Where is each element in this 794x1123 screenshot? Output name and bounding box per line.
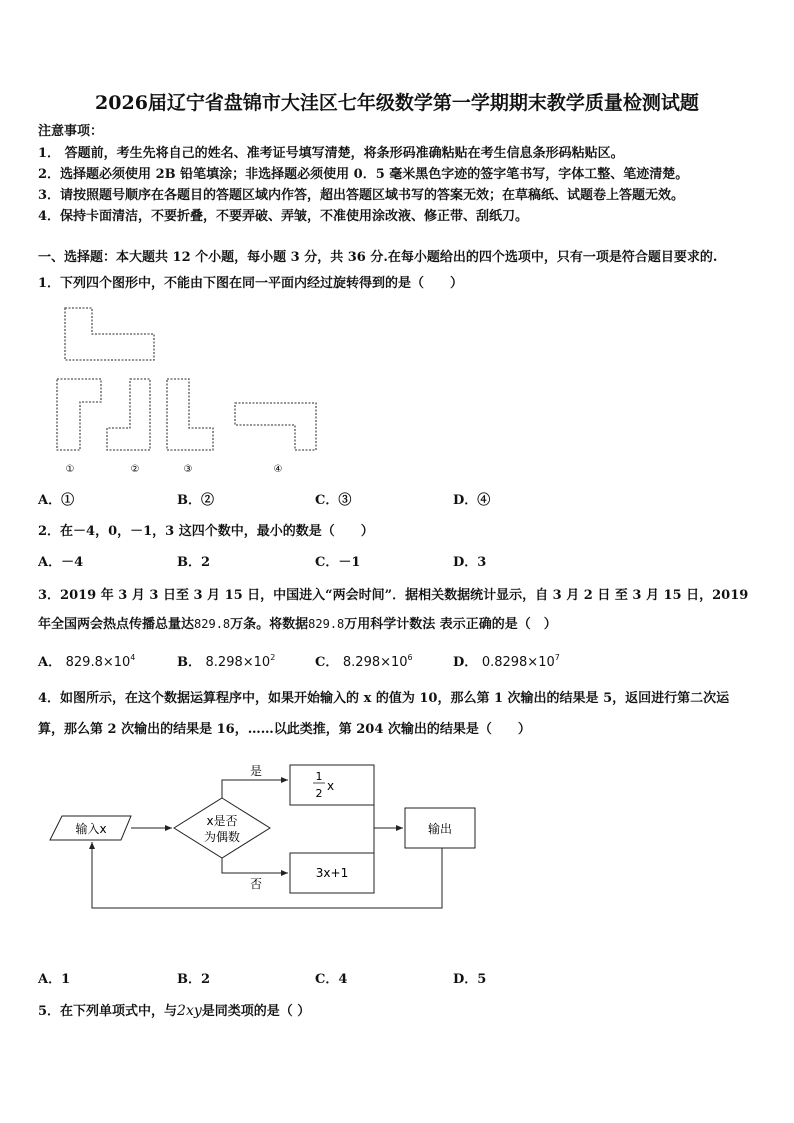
notice-item-2: 2．选择题必须使用 2B 铅笔填涂；非选择题必须使用 0．5 毫米黑色字迹的签字笔书写，字体工整、笔迹清楚。: [38, 167, 689, 182]
half-numerator: 1: [315, 770, 323, 783]
notice-item-3: 3．请按照题号顺序在各题目的答题区域内作答，超出答题区域书写的答案无效；在草稿纸、试题卷上答题无效。: [38, 188, 685, 203]
q3-option-d: D． $0.8298\times 10^7$: [453, 653, 560, 670]
q3-number-2: 829.8: [308, 617, 345, 631]
question-4-line-1: 4．如图所示，在这个数据运算程序中，如果开始输入的 x 的值为 10，那么第 1 次输出的结果是 5，返回进行第二次运: [38, 691, 730, 706]
q1-option-c: C．③: [315, 493, 352, 508]
figure-3-shape: [167, 379, 213, 450]
figure-label-4: ④: [273, 464, 283, 475]
q3-option-a: A． $829.8\times 10^4$: [38, 653, 136, 670]
notice-item-1: 1． 答题前，考生先将自己的姓名、准考证号填写清楚，将条形码准确粘贴在考生信息条形码粘贴区。: [38, 146, 624, 161]
no-label: 否: [249, 877, 263, 891]
question-4-line-2: 算，那么第 2 次输出的结果是 16，……以此类推，第 204 次输出的结果是（ ）: [38, 722, 531, 737]
reference-l-shape: [65, 308, 154, 360]
figure-1-shape: [57, 379, 101, 450]
q3-option-b-value: $8.298\times 10^2$: [205, 653, 276, 670]
q5-text-a: 5．在下列单项式中，与: [38, 1004, 178, 1019]
figure-label-2: ②: [130, 464, 140, 475]
output-label: 输出: [427, 822, 453, 836]
question-3-line-2: [38, 613, 557, 632]
half-denominator: 2: [315, 787, 323, 800]
q5-text-b: 是同类项的是（ ）: [201, 1004, 311, 1019]
q3-text-a: 年全国两会热点传播总量达: [38, 617, 195, 632]
q2-option-c: C．－1: [315, 555, 361, 570]
q2-option-b: B．2: [177, 555, 211, 570]
question-5-stem: [38, 1000, 310, 1019]
figure-4-shape: [235, 403, 316, 450]
q3-option-d-value: $0.8298\times 10^7$: [481, 653, 560, 670]
q3-number-1: 829.8: [194, 617, 231, 631]
q3-option-c: C． $8.298\times 10^6$: [315, 653, 413, 670]
half-variable: x: [327, 779, 335, 793]
q5-expression: 2xy: [177, 1003, 202, 1019]
decision-diamond: [174, 798, 270, 858]
yes-label: 是: [249, 764, 263, 778]
q1-option-a: A．①: [38, 493, 75, 508]
notice-heading: 注意事项：: [38, 124, 104, 139]
q4-option-c: C．4: [315, 972, 348, 987]
q4-option-d: D．5: [453, 972, 487, 987]
notice-item-4: 4．保持卡面清洁，不要折叠，不要弄破、弄皱，不准使用涂改液、修正带、刮纸刀。: [38, 209, 529, 224]
section-heading: 一、选择题：本大题共 12 个小题，每小题 3 分，共 36 分.在每小题给出的四个选项中，只有一项是符合题目要求的.: [38, 250, 718, 265]
odd-expression: 3x+1: [315, 866, 349, 880]
q3-option-b: B． $8.298\times 10^2$: [177, 653, 276, 670]
q2-option-a: A．－4: [38, 555, 84, 570]
q4-option-b: B．2: [177, 972, 211, 987]
q4-option-a: A．1: [38, 972, 71, 987]
q1-option-d: D．④: [453, 493, 491, 508]
question-1-figure: [50, 300, 340, 480]
flowchart: [40, 752, 500, 917]
decision-label-2: 为偶数: [203, 830, 241, 844]
figure-label-3: ③: [183, 464, 193, 475]
q3-option-c-value: $8.298\times 10^6$: [342, 653, 413, 670]
figure-label-1: ①: [65, 464, 75, 475]
q3-text-b: 万条。将数据: [230, 617, 309, 632]
q3-text-c: 万用科学计数法 表示正确的是（ ）: [344, 617, 557, 632]
question-3-line-1: 3．2019 年 3 月 3 日至 3 月 15 日，中国进入“两会时间”．据相关数据统计显示，自 3 月 2 日 至 3 月 15 日，2019: [38, 588, 749, 603]
q1-option-b: B．②: [177, 493, 214, 508]
q2-option-d: D．3: [453, 555, 487, 570]
question-2-stem: 2．在－4，0，－1，3 这四个数中，最小的数是（ ）: [38, 524, 374, 539]
decision-label-1: x是否: [206, 814, 238, 828]
question-1-stem: 1．下列四个图形中，不能由下图在同一平面内经过旋转得到的是（ ）: [38, 276, 464, 291]
page-title: 2026届辽宁省盘锦市大洼区七年级数学第一学期期末教学质量检测试题: [95, 92, 699, 114]
figure-2-shape: [107, 379, 150, 450]
input-label: 输入x: [75, 822, 107, 836]
q3-option-a-value: $829.8\times 10^4$: [65, 653, 136, 670]
